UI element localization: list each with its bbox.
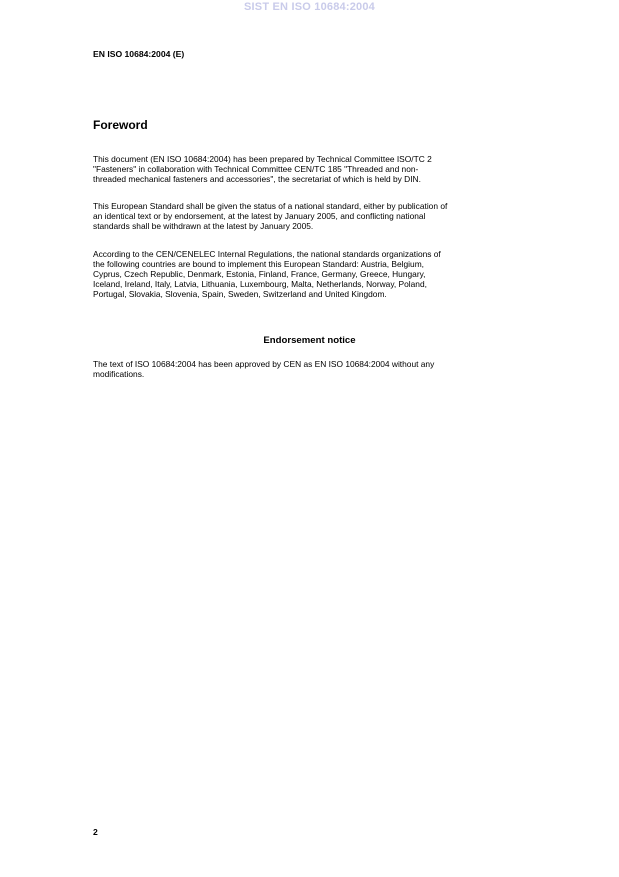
text-line: the following countries are bound to implement this European Standard: Austria, Belgium, [93, 259, 425, 269]
text-line: Iceland, Ireland, Italy, Latvia, Lithuania, Luxembourg, Malta, Netherlands, Norway, Poland, [93, 279, 427, 289]
document-header: EN ISO 10684:2004 (E) [93, 49, 185, 59]
text-line: modifications. [93, 369, 145, 379]
text-line: threaded mechanical fasteners and accessories", the secretariat of which is held by DIN. [93, 174, 421, 184]
text-line: standards shall be withdrawn at the latest by January 2005. [93, 221, 314, 231]
text-line: Cyprus, Czech Republic, Denmark, Estonia, Finland, France, Germany, Greece, Hungary, [93, 269, 426, 279]
text-line: This European Standard shall be given the status of a national standard, either by publication of [93, 201, 448, 211]
section-title: Foreword [93, 118, 148, 132]
text-line: an identical text or by endorsement, at the latest by January 2005, and conflicting national [93, 211, 426, 221]
paragraph-3 [93, 249, 441, 299]
endorsement-heading: Endorsement notice [263, 335, 356, 346]
text-line: This document (EN ISO 10684:2004) has been prepared by Technical Committee ISO/TC 2 [93, 154, 432, 164]
text-line: Portugal, Slovakia, Slovenia, Spain, Sweden, Switzerland and United Kingdom. [93, 289, 387, 299]
watermark: SIST EN ISO 10684:2004 [244, 1, 375, 13]
paragraph-2 [93, 201, 447, 231]
text-line: "Fasteners" in collaboration with Technical Committee CEN/TC 185 "Threaded and non- [93, 164, 419, 174]
text-line: According to the CEN/CENELEC Internal Regulations, the national standards organizations of [93, 249, 441, 259]
text-line: The text of ISO 10684:2004 has been approved by CEN as EN ISO 10684:2004 without any [93, 359, 435, 369]
page-number: 2 [93, 827, 98, 837]
endorsement-text [93, 359, 434, 379]
paragraph-1 [93, 154, 432, 184]
